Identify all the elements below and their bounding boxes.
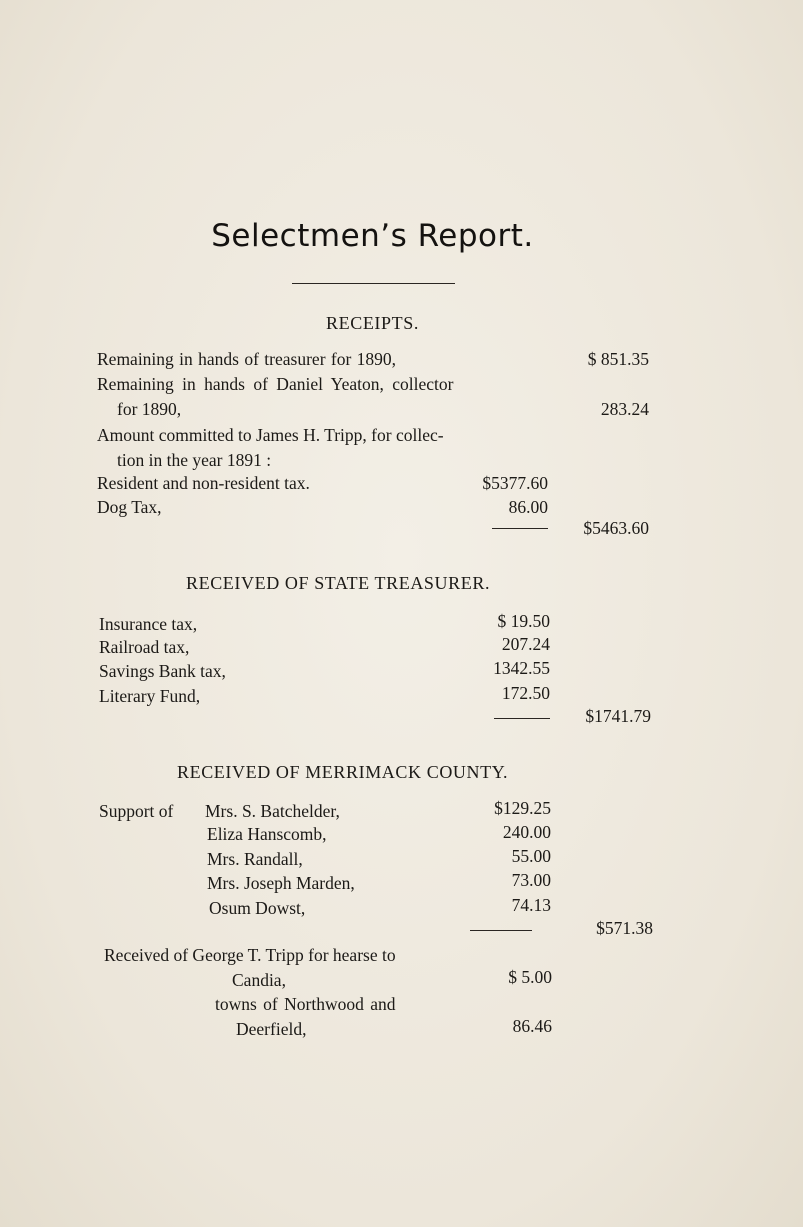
- state-subtotal-rule: [494, 718, 550, 719]
- county-item-5-label: Osum Dowst,: [209, 898, 306, 918]
- county-item-1-label: Mrs. S. Batchelder,: [205, 801, 340, 821]
- receipt-line-1: Remaining in hands of treasurer for 1890,: [97, 349, 397, 369]
- dog-tax-label: Dog Tax,: [97, 497, 162, 517]
- deerfield-amount: 86.46: [512, 1016, 552, 1036]
- state-item-1-label: Insurance tax,: [99, 614, 198, 634]
- county-heading: RECEIVED OF MERRIMACK COUNTY.: [177, 762, 509, 782]
- county-item-3-amount: 55.00: [511, 846, 551, 866]
- county-item-2-amount: 240.00: [502, 822, 551, 842]
- candia-label: Candia,: [232, 970, 286, 990]
- receipt-line-3: for 1890,: [117, 399, 182, 419]
- state-item-4-label: Literary Fund,: [99, 686, 201, 706]
- county-subtotal-rule: [470, 930, 532, 931]
- receipts-heading: RECEIPTS.: [326, 313, 419, 333]
- county-item-4-amount: 73.00: [511, 870, 551, 890]
- county-total: $571.38: [596, 918, 653, 938]
- receipt-amount-1: $ 851.35: [587, 349, 649, 369]
- state-item-2-amount: 207.24: [501, 634, 550, 654]
- county-item-5-amount: 74.13: [511, 895, 551, 915]
- hearse-line-1: Received of George T. Tripp for hearse to: [104, 945, 396, 965]
- state-item-2-label: Railroad tax,: [99, 637, 190, 657]
- resident-tax-amount: $5377.60: [482, 473, 548, 493]
- committed-total: $5463.60: [583, 518, 649, 538]
- committed-subtotal-rule: [492, 528, 548, 529]
- receipt-line-2: Remaining in hands of Daniel Yeaton, collector: [97, 374, 454, 394]
- state-total: $1741.79: [585, 706, 651, 726]
- candia-amount: $ 5.00: [508, 967, 552, 987]
- title-rule: [292, 283, 455, 284]
- deerfield-label: Deerfield,: [236, 1019, 307, 1039]
- receipt-line-5: tion in the year 1891 :: [117, 450, 272, 470]
- support-of-label: Support of: [99, 801, 174, 821]
- county-item-4-label: Mrs. Joseph Marden,: [207, 873, 355, 893]
- receipt-amount-3: 283.24: [600, 399, 649, 419]
- state-item-3-label: Savings Bank tax,: [99, 661, 226, 681]
- resident-tax-label: Resident and non-resident tax.: [97, 473, 310, 493]
- state-item-1-amount: $ 19.50: [497, 611, 550, 631]
- state-item-3-amount: 1342.55: [493, 658, 550, 678]
- county-item-2-label: Eliza Hanscomb,: [207, 824, 327, 844]
- dog-tax-amount: 86.00: [508, 497, 548, 517]
- state-item-4-amount: 172.50: [501, 683, 550, 703]
- county-item-3-label: Mrs. Randall,: [207, 849, 303, 869]
- state-treasurer-heading: RECEIVED OF STATE TREASURER.: [186, 573, 491, 593]
- towns-line: towns of Northwood and: [215, 994, 396, 1014]
- county-item-1-amount: $129.25: [494, 798, 551, 818]
- report-title: Selectmen’s Report.: [211, 218, 534, 254]
- receipt-line-4: Amount committed to James H. Tripp, for collec-: [97, 425, 444, 445]
